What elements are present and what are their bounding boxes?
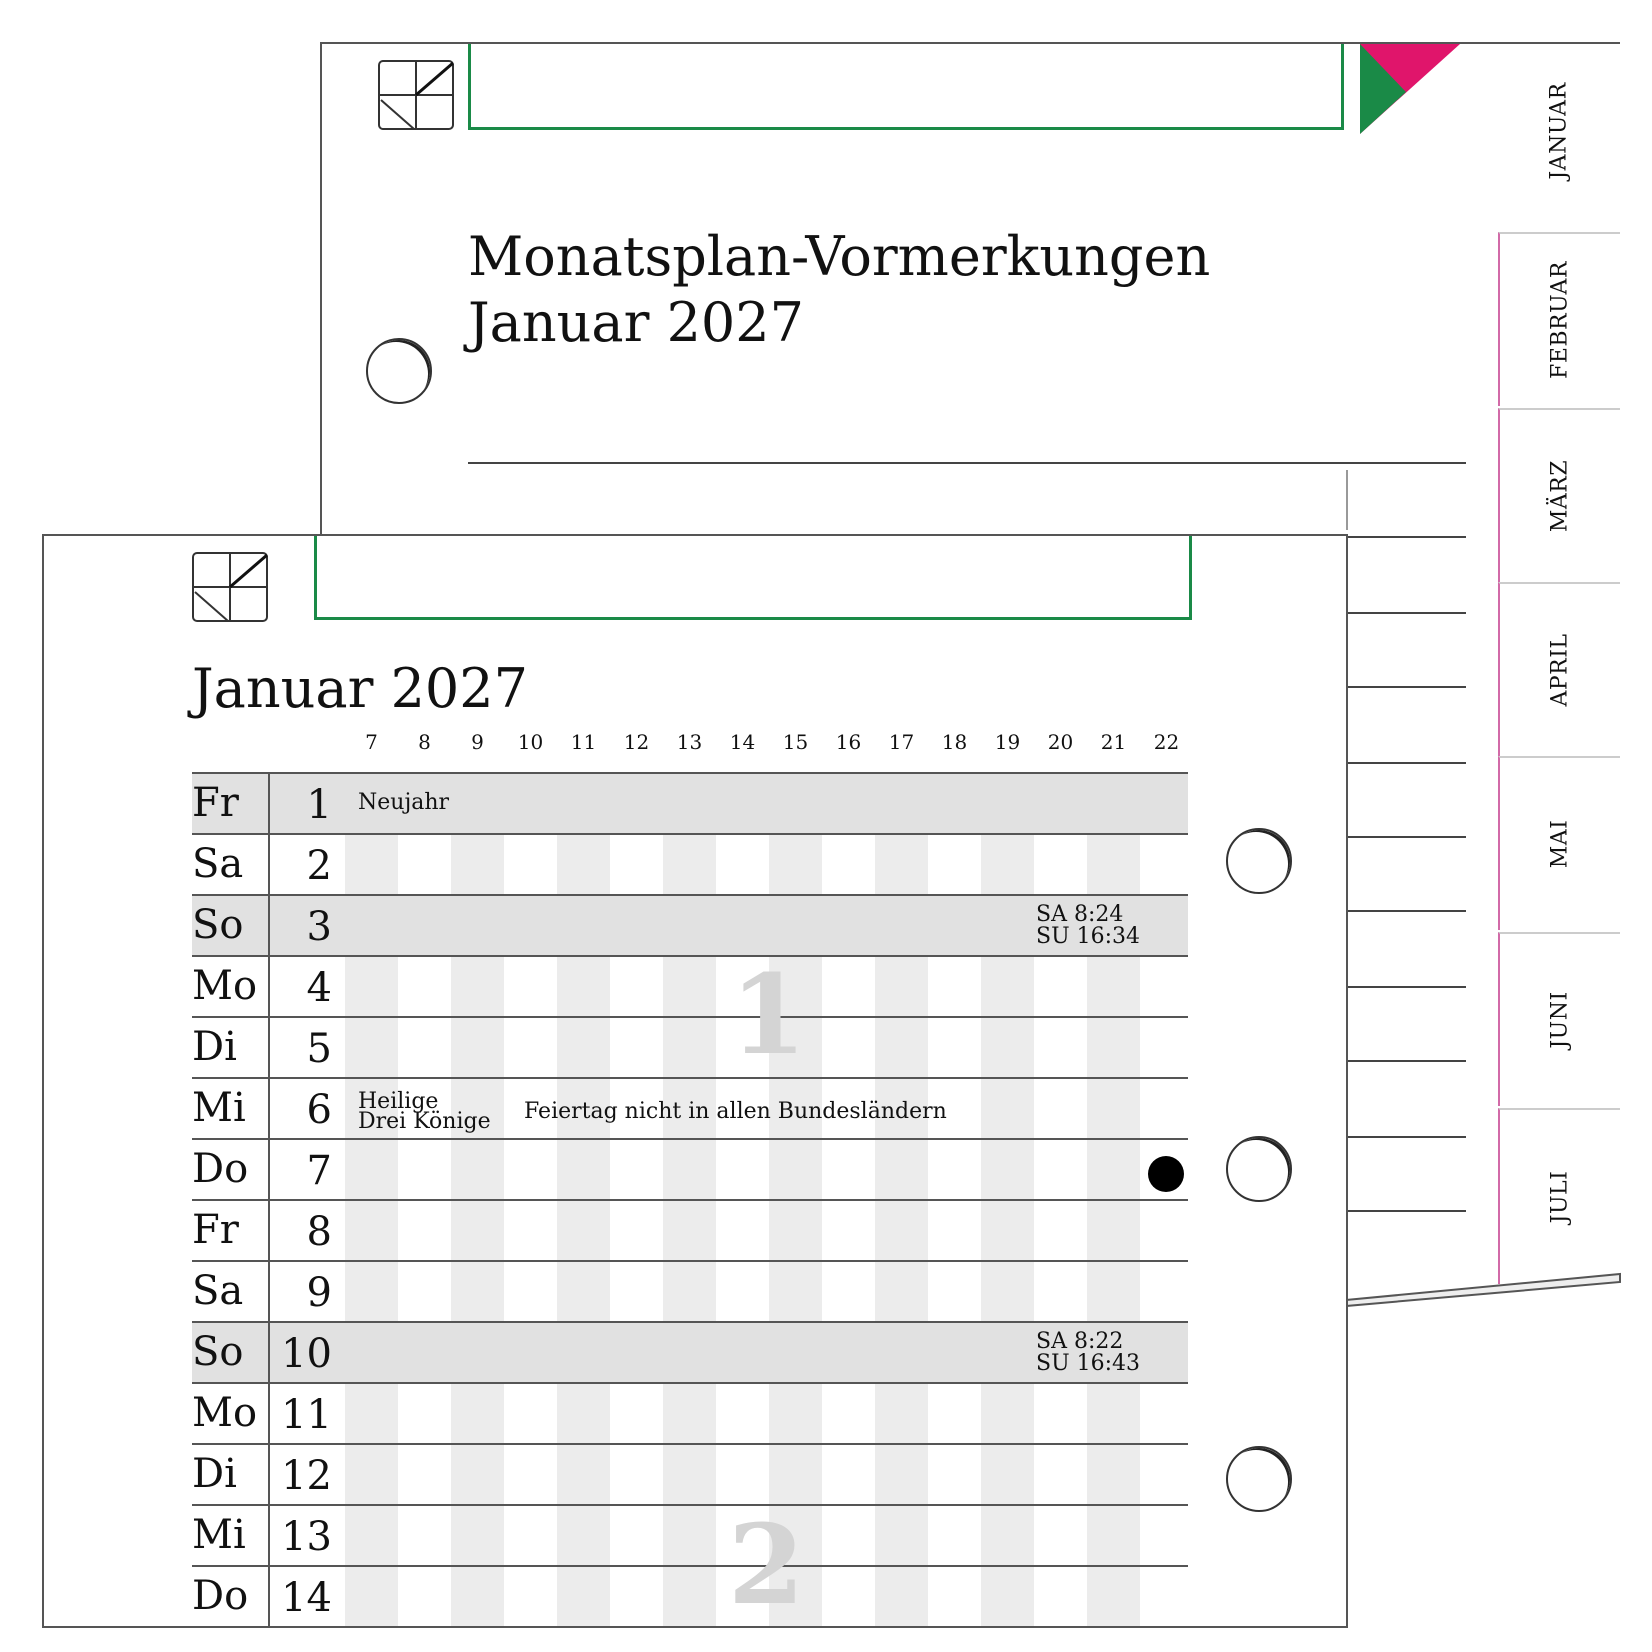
day-of-week: So: [192, 902, 244, 948]
hour-label: 22: [1153, 730, 1180, 754]
day-row[interactable]: [192, 1077, 1188, 1138]
day-number: 2: [306, 843, 332, 889]
tab-maerz[interactable]: MÄRZ: [1498, 408, 1620, 582]
day-row[interactable]: [192, 894, 1188, 955]
tab-mai[interactable]: MAI: [1498, 756, 1620, 930]
hour-label: 17: [888, 730, 915, 754]
hour-label: 13: [676, 730, 703, 754]
day-of-week: So: [192, 1329, 244, 1375]
day-row[interactable]: [192, 1565, 1188, 1626]
day-row[interactable]: [192, 1443, 1188, 1504]
day-row[interactable]: [192, 1382, 1188, 1443]
marker-dot: [1148, 1156, 1184, 1192]
day-of-week: Fr: [192, 780, 239, 826]
day-of-week: Sa: [192, 1268, 244, 1314]
hour-label: 9: [471, 730, 484, 754]
sunrise-time: SA 8:22: [1036, 1329, 1124, 1354]
day-number: 13: [281, 1514, 332, 1560]
day-row[interactable]: [192, 1199, 1188, 1260]
front-title: Januar 2027: [192, 657, 528, 720]
week-number-2: 2: [728, 1500, 805, 1629]
hour-label: 19: [994, 730, 1021, 754]
sunrise-time: SA 8:24: [1036, 902, 1124, 927]
day-grid: [192, 772, 1188, 1626]
hour-label: 14: [729, 730, 756, 754]
tab-juli[interactable]: JULI: [1498, 1108, 1620, 1284]
sunset-time: SU 16:43: [1036, 1351, 1141, 1376]
hour-label: 12: [623, 730, 650, 754]
day-number: 9: [306, 1270, 332, 1316]
back-title-line2: Januar 2027: [468, 291, 804, 354]
sunset-time: SU 16:34: [1036, 924, 1141, 949]
punch-hole: [1226, 1136, 1292, 1202]
hour-label: 7: [365, 730, 378, 754]
week-number-1: 1: [730, 950, 807, 1079]
holiday-note: Neujahr: [358, 790, 450, 815]
day-row[interactable]: [192, 1321, 1188, 1382]
back-header-box: [468, 44, 1344, 130]
day-row[interactable]: [192, 1138, 1188, 1199]
day-row[interactable]: [192, 772, 1188, 833]
back-logo-icon: [378, 60, 454, 130]
day-of-week: Fr: [192, 1207, 239, 1253]
tab-januar[interactable]: JANUAR: [1498, 44, 1620, 218]
tab-april[interactable]: APRIL: [1498, 582, 1620, 756]
day-number: 14: [281, 1575, 332, 1621]
front-header-box: [314, 536, 1192, 620]
day-number: 5: [306, 1026, 332, 1072]
punch-hole: [1226, 1446, 1292, 1512]
hour-label: 18: [941, 730, 968, 754]
day-number: 10: [281, 1331, 332, 1377]
tab-juni[interactable]: JUNI: [1498, 932, 1620, 1106]
day-of-week: Mo: [192, 963, 258, 1009]
day-row[interactable]: [192, 955, 1188, 1016]
day-number: 1: [306, 782, 332, 828]
front-logo-icon: [192, 552, 268, 622]
hour-label: 11: [570, 730, 597, 754]
day-row[interactable]: [192, 1260, 1188, 1321]
day-number: 8: [306, 1209, 332, 1255]
hour-label: 16: [835, 730, 862, 754]
holiday-note: Drei Könige: [358, 1109, 491, 1134]
day-of-week: Mo: [192, 1390, 258, 1436]
day-number: 7: [306, 1148, 332, 1194]
day-number: 4: [306, 965, 332, 1011]
day-row[interactable]: [192, 1016, 1188, 1077]
back-divider: [468, 462, 1466, 464]
day-of-week: Di: [192, 1024, 237, 1070]
day-of-week: Di: [192, 1451, 237, 1497]
day-number: 11: [281, 1392, 332, 1438]
day-number: 3: [306, 904, 332, 950]
back-sheet-bottom-edge: [1340, 1270, 1630, 1310]
back-title-line1: Monatsplan-Vormerkungen: [468, 225, 1211, 288]
punch-hole: [1226, 828, 1292, 894]
tab-februar[interactable]: FEBRUAR: [1498, 232, 1620, 406]
hour-label: 15: [782, 730, 809, 754]
day-of-week: Sa: [192, 841, 244, 887]
holiday-remark: Feiertag nicht in allen Bundesländern: [524, 1099, 947, 1124]
hour-label: 20: [1047, 730, 1074, 754]
day-of-week: Mi: [192, 1512, 246, 1558]
day-row[interactable]: [192, 1504, 1188, 1565]
day-row[interactable]: [192, 833, 1188, 894]
hour-label: 8: [418, 730, 431, 754]
punch-hole: [366, 338, 432, 404]
hour-label: 10: [517, 730, 544, 754]
day-of-week: Mi: [192, 1085, 246, 1131]
day-number: 6: [306, 1087, 332, 1133]
holiday-note: Heilige: [358, 1089, 439, 1114]
day-of-week: Do: [192, 1146, 249, 1192]
corner-triangle-icon: [1360, 44, 1460, 134]
hour-label: 21: [1100, 730, 1127, 754]
hour-axis: [345, 730, 1205, 760]
day-number: 12: [281, 1453, 332, 1499]
day-of-week: Do: [192, 1573, 249, 1619]
